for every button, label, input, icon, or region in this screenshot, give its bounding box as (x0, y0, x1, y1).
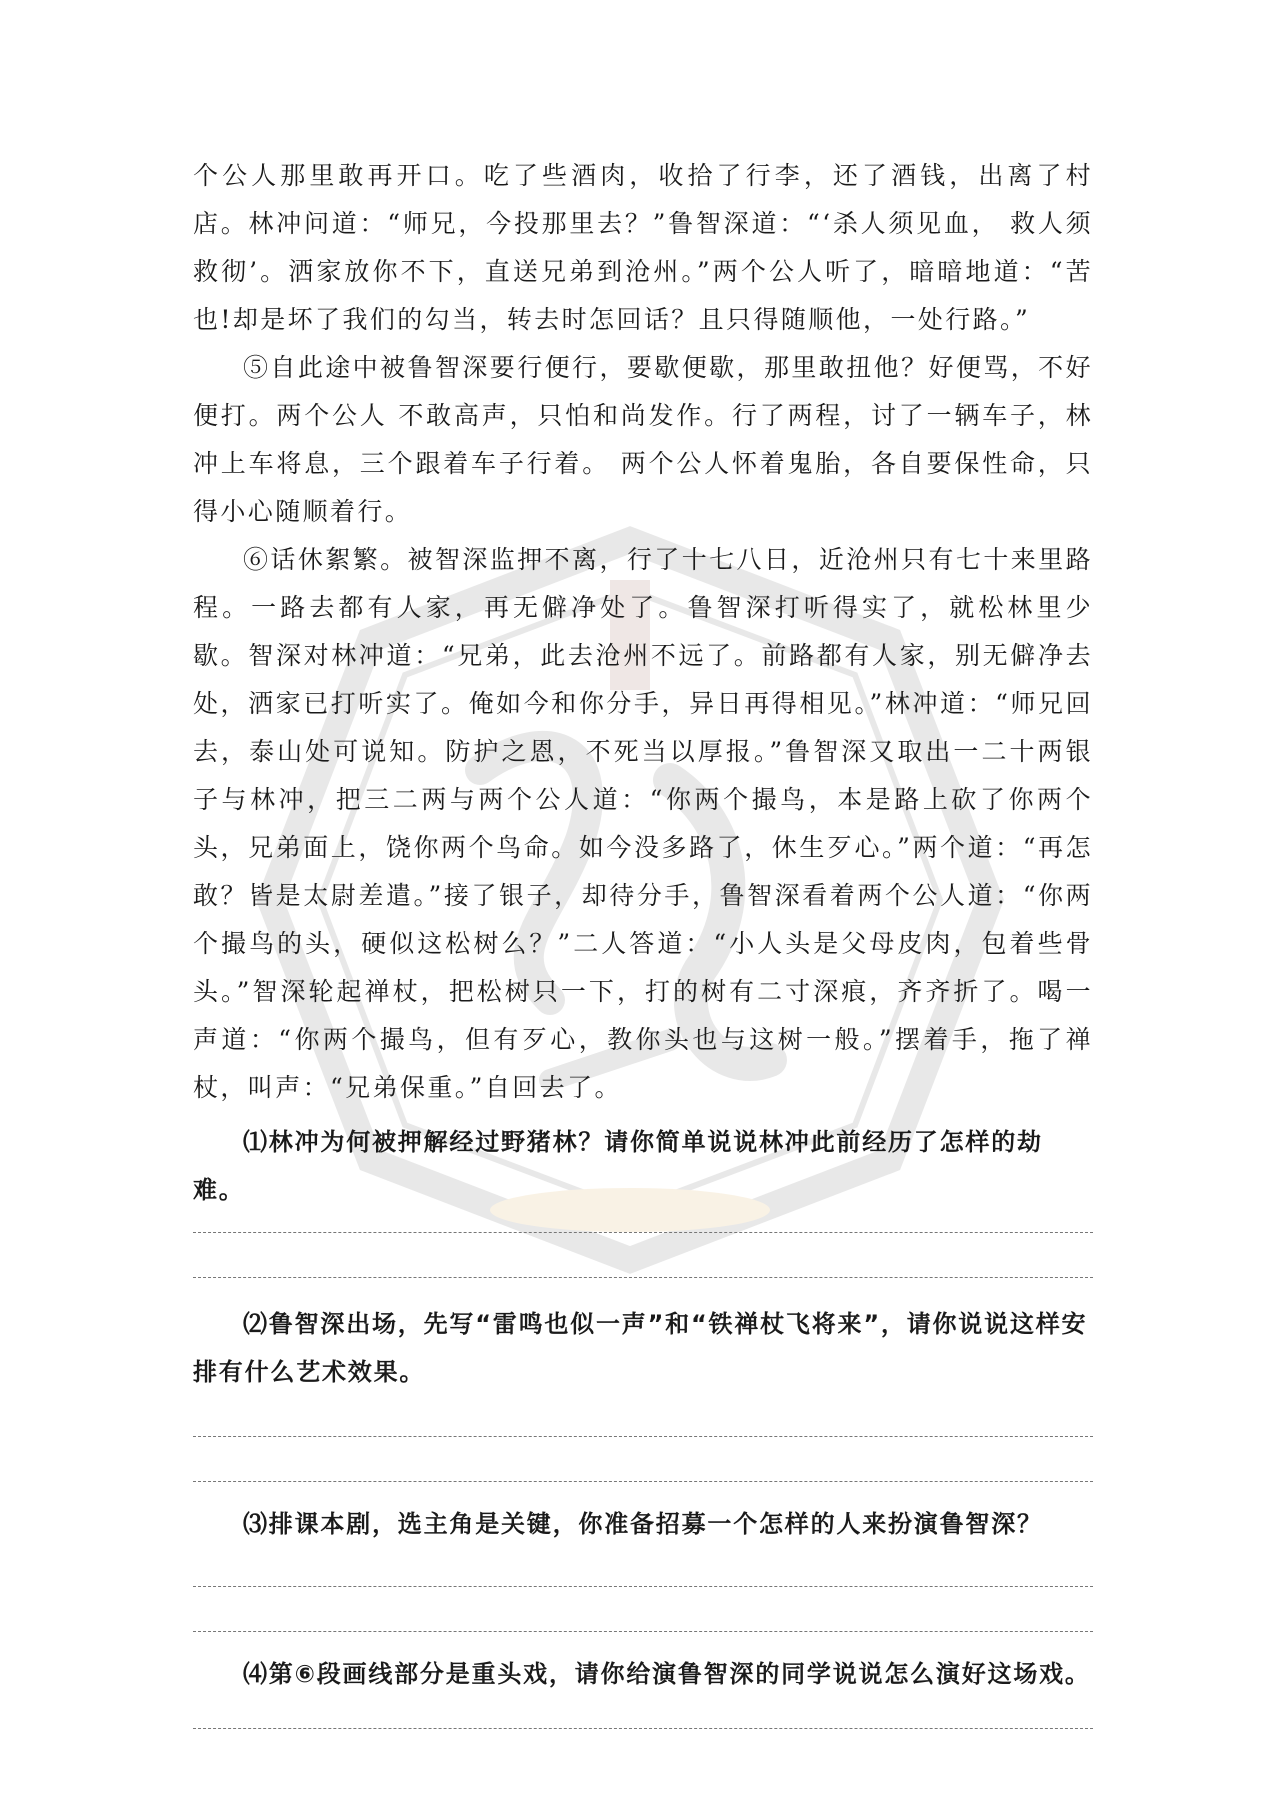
question-3 (193, 1500, 1093, 1632)
question-4-text: ⑷第⑥段画线部分是重头戏，请你给演鲁智深的同学说说怎么演好这场戏。 (243, 1660, 1091, 1688)
question-1-text: ⑴林冲为何被押解经过野猪林？请你简单说说林冲此前经历了怎样的劫难。 (193, 1128, 1043, 1204)
answer-line[interactable] (193, 1728, 1093, 1729)
answer-line[interactable] (193, 1631, 1093, 1632)
question-1 (193, 1118, 1093, 1278)
answer-line[interactable] (193, 1481, 1093, 1482)
answer-line[interactable] (193, 1436, 1093, 1437)
question-2 (193, 1300, 1093, 1482)
answer-line[interactable] (193, 1277, 1093, 1278)
passage-paragraph-5: ⑤自此途中被鲁智深要行便行，要歇便歇，那里敢扭他？好便骂，不好便打。两个公人 不敢高声，只怕和尚发作。行了两程，讨了一辆车子，林冲上车将息，三个跟着车子行着。 两个公人怀着鬼胎，各自要保性命，只得小心随顺着行。 (193, 353, 1093, 526)
passage-paragraph-continued: 个公人那里敢再开口。吃了些酒肉，收拾了行李，还了酒钱，出离了村店。林冲问道：“师兄，今投那里去？”鲁智深道：“‘杀人须见血， 救人须救彻’。洒家放你不下，直送兄弟到沧州。”两个公人听了，暗暗地道：“苦也!却是坏了我们的勾当，转去时怎回话？且只得随顺他，一处行路。” (193, 161, 1093, 334)
question-2-text: ⑵鲁智深出场，先写“雷鸣也似一声”和“铁禅杖飞将来”，请你说说这样安排有什么艺术效果。 (193, 1310, 1088, 1386)
document-page (193, 152, 1093, 1729)
question-3-text: ⑶排课本剧，选主角是关键，你准备招募一个怎样的人来扮演鲁智深？ (243, 1510, 1043, 1538)
answer-line[interactable] (193, 1586, 1093, 1587)
question-4 (193, 1650, 1093, 1729)
answer-line[interactable] (193, 1232, 1093, 1233)
passage-paragraph-6: ⑥话休絮繁。被智深监押不离，行了十七八日，近沧州只有七十来里路程。一路去都有人家，再无僻净处了。鲁智深打听得实了，就松林里少歇。智深对林冲道：“兄弟，此去沧州不远了。前路都有人家，别无僻净去处，洒家已打听实了。俺如今和你分手，异日再得相见。”林冲道：“师兄回去，泰山处可说知。防护之恩，不死当以厚报。”鲁智深又取出一二十两银子与林冲，把三二两与两个公人道：“你两个撮鸟，本是路上砍了你两个头，兄弟面上，饶你两个鸟命。如今没多路了，休生歹心。”两个道：“再怎敢？皆是太尉差遣。”接了银子，却待分手，鲁智深看着两个公人道：“你两个撮鸟的头，硬似这松树么？”二人答道：“小人头是父母皮肉，包着些骨头。”智深轮起禅杖，把松树只一下，打的树有二寸深痕，齐齐折了。喝一声道：“你两个撮鸟，但有歹心，教你头也与这树一般。”摆着手，拖了禅杖，叫声：“兄弟保重。”自回去了。 (193, 545, 1093, 1102)
